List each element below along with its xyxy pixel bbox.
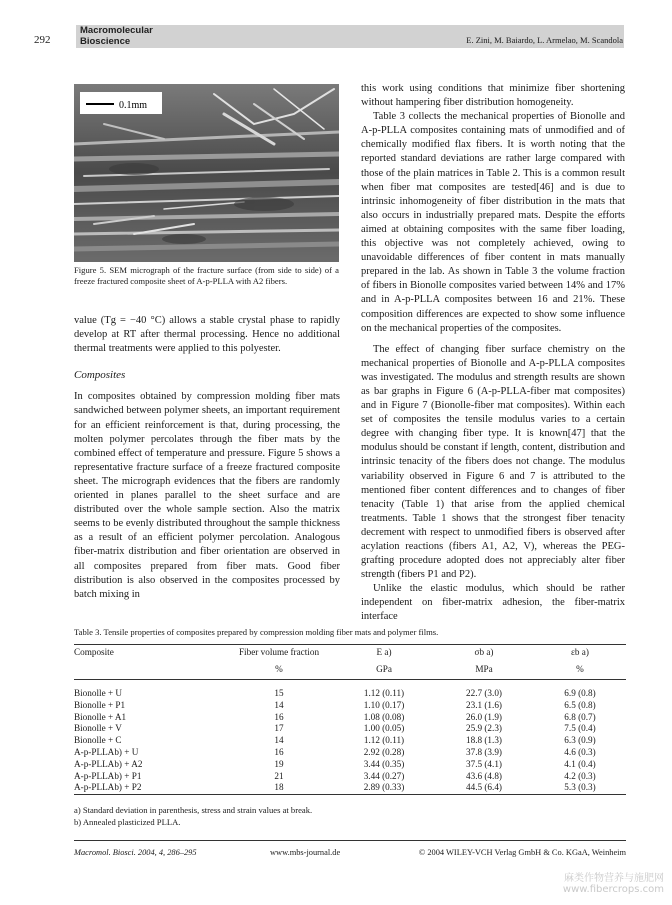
table-cell: 17 (274, 723, 284, 734)
footer-rule (74, 840, 626, 841)
unit-cell (74, 661, 224, 680)
paragraph: Table 3 collects the mechanical properties of Bionolle and A-p-PLLA composites containing mats of unmodified and of chemically modified flax fibers. It is worth noting that the reported standard deviations are rather large compared with those of the plain matrices in Table 2. This is a common result when fiber mat composites are tested[46] and is due to intrinsic inhomogeneity of fiber distribution in the mats that also occurs in industrially prepared mats. Despite the efforts aimed at obtaining composites with the same fiber loading, this objective was not completely achieved, owing to unavoidable differences of fiber content in mats manually prepared in the lab. As shown in Table 3 the volume fraction of fibers in Bionolle composites varied between 14% and 17% and in A-p-PLLA composites between 16 and 21%. These composition differences are expected to show some influence on the mechanical properties of the composites. (361, 111, 625, 334)
paragraph: In composites obtained by compression molding fiber mats sandwiched between polymer sheets, an important requirement for an efficient reinforcement is that, during processing, the molten polymer percolates through the fiber mats by the combined effect of temperature and pressure. Figure 5 shows a representative fracture surface of a freeze fractured composite sheet. The micrograph evidences that the fibers are randomly oriented in planes parallel to the sheet surface and are distributed over the whole sample section. Also the matrix seems to be evenly distributed throughout the sample thickness as a result of an efficient polymer percolation. Analogous fiber-matrix distribution and fiber orientation are observed in all composites prepared from fiber mats. Good fiber distribution is also observed in the composites processed by batch mixing in (74, 391, 340, 600)
table-cell: 23.1 (1.6) (466, 699, 502, 710)
right-column (361, 82, 625, 625)
table-cell: 2.89 (0.33) (363, 782, 405, 793)
section-heading: Composites (74, 369, 126, 382)
table-cell: Bionolle + U (74, 688, 123, 698)
table-cell: 1.12 (0.11) (363, 688, 405, 698)
properties-table (74, 644, 626, 795)
website-link[interactable]: www.mbs-journal.de (270, 848, 341, 857)
watermark (563, 873, 664, 895)
table-cell: 1.10 (0.17) (363, 699, 405, 710)
table-row (74, 771, 626, 783)
table-cell: 6.8 (0.7) (564, 711, 596, 722)
sem-micrograph (74, 84, 339, 262)
table-cell: 16 (274, 711, 284, 722)
table-footnotes (74, 804, 312, 828)
table-cell: 44.5 (6.4) (466, 782, 502, 793)
table-cell: 16 (274, 746, 284, 757)
header-cell: σb a) (474, 647, 494, 658)
table-cell: 4.1 (0.4) (564, 758, 596, 769)
table-caption: Table 3. Tensile properties of composites prepared by compression molding fiber mats and polymer films. (74, 627, 439, 637)
footnote-b: b) Annealed plasticized PLLA. (74, 817, 181, 827)
unit-cell: % (275, 664, 283, 675)
data-table (74, 644, 626, 795)
table-cell: 37.5 (4.1) (466, 758, 502, 769)
table-cell: 1.00 (0.05) (363, 723, 405, 734)
header-cell: Composite (74, 647, 114, 658)
journal-name-line2: Bioscience (80, 35, 131, 47)
table-cell: 2.92 (0.28) (363, 746, 405, 757)
left-column (74, 314, 340, 602)
running-authors: E. Zini, M. Baiardo, L. Armelao, M. Scandola (466, 35, 623, 45)
table-cell: A-p-PLLAb) + P2 (74, 782, 142, 793)
table-cell: 43.6 (4.8) (466, 770, 502, 781)
table-cell: 4.2 (0.3) (564, 770, 596, 781)
unit-cell: GPa (376, 664, 392, 675)
table-row (74, 735, 626, 747)
table-cell: 5.3 (0.3) (564, 782, 596, 793)
table-cell: 4.6 (0.3) (564, 746, 596, 757)
watermark-line1: 麻类作物营养与施肥网 (564, 873, 664, 884)
table-cell: 6.5 (0.8) (564, 699, 596, 710)
table-cell: Bionolle + P1 (74, 699, 126, 710)
table-cell: 18 (274, 782, 284, 793)
table-cell: 1.12 (0.11) (363, 735, 405, 746)
table-cell: 7.5 (0.4) (564, 723, 596, 734)
table-cell: 26.0 (1.9) (466, 711, 502, 722)
table-cell: Bionolle + A1 (74, 711, 127, 722)
figure-caption: Figure 5. SEM micrograph of the fracture surface (from side to side) of a freeze fractured composite sheet of A-p-PLLA with A2 fibers. (74, 265, 339, 286)
paragraph: The effect of changing fiber surface chemistry on the mechanical properties of Bionolle and A-p-PLLA composites was investigated. The modulus and strength results are shown as bar graphs in Figure 6 (A-p-PLLA-fiber mat composites) and in Figure 7 (Bionolle-fiber mat composites). Within each set of composites the tensile modulus varies to a certain degree with changing fiber type. It is known[47] that the modulus should be constant if length, content, distribution and intrinsic tenacity of the fibers does not change. The modulus variability observed in Figure 6 and 7 is attributed to the mentioned fiber content differences and to changes of fiber tenacity (Table 1) that arise from the applied chemical treatments. Table 1 shows that the strongest fiber tenacity decrement with respect to unmodified fibers is observed after acylation reactions (fibers A1, A2, V), whereas the PEG-grafting procedure adopted does not appreciably alter fiber strength (fibers P1 and P2). (361, 343, 625, 581)
unit-cell: MPa (475, 664, 493, 675)
copyright: © 2004 WILEY-VCH Verlag GmbH & Co. KGaA, Weinheim (418, 848, 626, 857)
header-cell: εb a) (571, 647, 589, 658)
paragraph: value (Tg = −40 °C) allows a stable crystal phase to rapidly develop at RT after thermal processing. Hence no additional thermal treatments were applied to this polyester. (74, 315, 340, 355)
table-cell: 6.3 (0.9) (564, 735, 596, 746)
watermark-line2: www.fibercrops.com (562, 884, 664, 895)
table-units-row (74, 661, 626, 680)
header-cell: Fiber volume fraction (238, 647, 320, 658)
table-cell: 37.8 (3.9) (466, 746, 502, 757)
table-cell: 25.9 (2.3) (466, 723, 502, 734)
table-cell: A-p-PLLAb) + P1 (74, 770, 142, 781)
paragraph: this work using conditions that minimize fiber shortening without hampering fiber distribution homogeneity. (361, 83, 625, 109)
table-cell: 19 (274, 758, 284, 769)
table-cell: A-p-PLLAb) + U (74, 746, 139, 757)
citation: Macromol. Biosci. 2004, 4, 286–295 (74, 848, 197, 857)
table-cell: 18.8 (1.3) (466, 735, 502, 746)
table-cell: 21 (274, 770, 284, 781)
table-cell: 1.08 (0.08) (363, 711, 405, 722)
page-number: 292 (34, 34, 51, 46)
table-row (74, 688, 626, 700)
table-cell: 14 (274, 735, 284, 746)
sem-micrograph-image (74, 84, 339, 262)
table-cell: Bionolle + V (74, 723, 122, 734)
table-cell: 14 (274, 699, 284, 710)
table-header-row (74, 645, 626, 662)
unit-cell: % (576, 664, 584, 675)
table-cell: 3.44 (0.35) (363, 758, 405, 769)
table-row (74, 759, 626, 771)
table-cell: 22.7 (3.0) (466, 688, 502, 698)
scale-bar-label: 0.1mm (119, 100, 148, 111)
table-cell: 6.9 (0.8) (564, 688, 596, 698)
table-row (74, 782, 626, 794)
table-cell: 15 (274, 688, 284, 698)
table-row (74, 747, 626, 759)
table-row (74, 723, 626, 735)
footnote-a: a) Standard deviation in parenthesis, stress and strain values at break. (74, 805, 313, 815)
journal-name-line1: Macromolecular (80, 25, 153, 36)
table-cell: Bionolle + C (74, 735, 122, 746)
table-row (74, 700, 626, 712)
journal-name (80, 26, 153, 47)
table-cell: A-p-PLLAb) + A2 (74, 758, 143, 769)
header-cell: E a) (376, 647, 392, 658)
table-row (74, 712, 626, 724)
table-cell: 3.44 (0.27) (363, 770, 405, 781)
paragraph: Unlike the elastic modulus, which should be rather independent on fiber-matrix adhesion, the fiber-matrix interface (361, 583, 625, 623)
